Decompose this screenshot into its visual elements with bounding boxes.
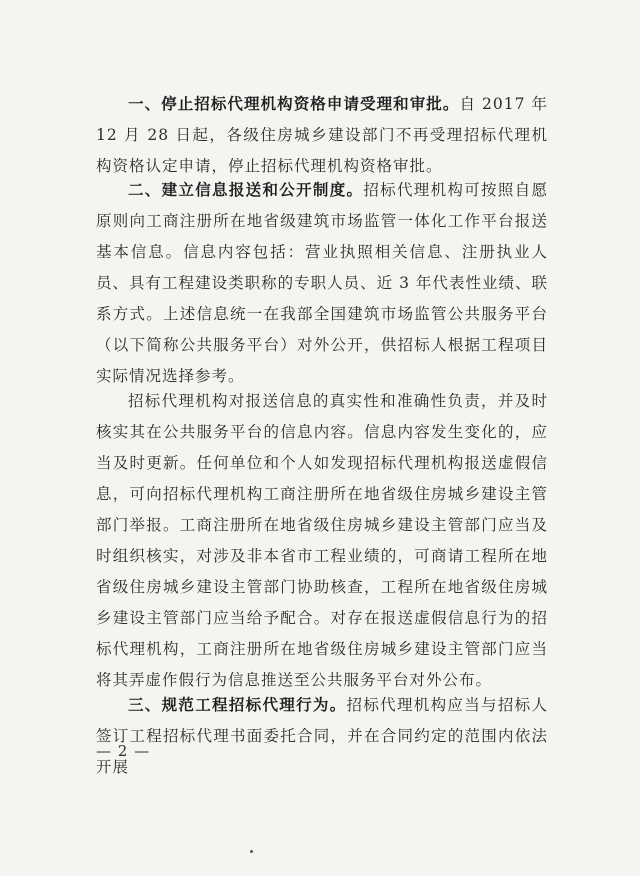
paragraph-4-heading: 三、规范工程招标代理行为。 [128, 696, 347, 714]
paragraph-1 [96, 89, 548, 182]
paragraph-2-body: 招标代理机构可按照自愿原则向工商注册所在地省级建筑市场监管一体化工作平台报送基本信息。信息内容包括：营业执照相关信息、注册执业人员、具有工程建设类职称的专职人员、近 3 年代表性业绩、联系方式。上述信息统一在我部全国建筑市场监管公共服务平台（以下简称公共服务平台）对外公开，供招标人根据工程项目实际情况选择参考。 [96, 181, 548, 385]
paragraph-3-body: 招标代理机构对报送信息的真实性和准确性负责，并及时核实其在公共服务平台的信息内容。信息内容发生变化的，应当及时更新。任何单位和个人如发现招标代理机构报送虚假信息，可向招标代理机构工商注册所在地省级住房城乡建设主管部门举报。工商注册所在地省级住房城乡建设主管部门应当及时组织核实，对涉及非本省市工程业绩的，可商请工程所在地省级住房城乡建设主管部门协助核查，工程所在地省级住房城乡建设主管部门应当给予配合。对存在报送虚假信息行为的招标代理机构，工商注册所在地省级住房城乡建设主管部门应当将其弄虚作假行为信息推送至公共服务平台对外公布。 [96, 392, 548, 689]
paragraph-2 [96, 175, 548, 392]
paragraph-4-body: 招标代理机构应当与招标人签订工程招标代理书面委托合同，并在合同约定的范围内依法开展 [96, 696, 548, 776]
paragraph-1-body: 自 2017 年 12 月 28 日起，各级住房城乡建设部门不再受理招标代理机构资格认定申请，停止招标代理机构资格审批。 [96, 95, 548, 175]
paragraph-2-heading: 二、建立信息报送和公开制度。 [128, 181, 364, 199]
paragraph-4 [96, 690, 548, 783]
paragraph-1-heading: 一、停止招标代理机构资格申请受理和审批。 [128, 95, 460, 113]
page-number: — 2 — [96, 742, 151, 760]
paragraph-3 [96, 386, 548, 696]
scan-speck [250, 850, 253, 853]
